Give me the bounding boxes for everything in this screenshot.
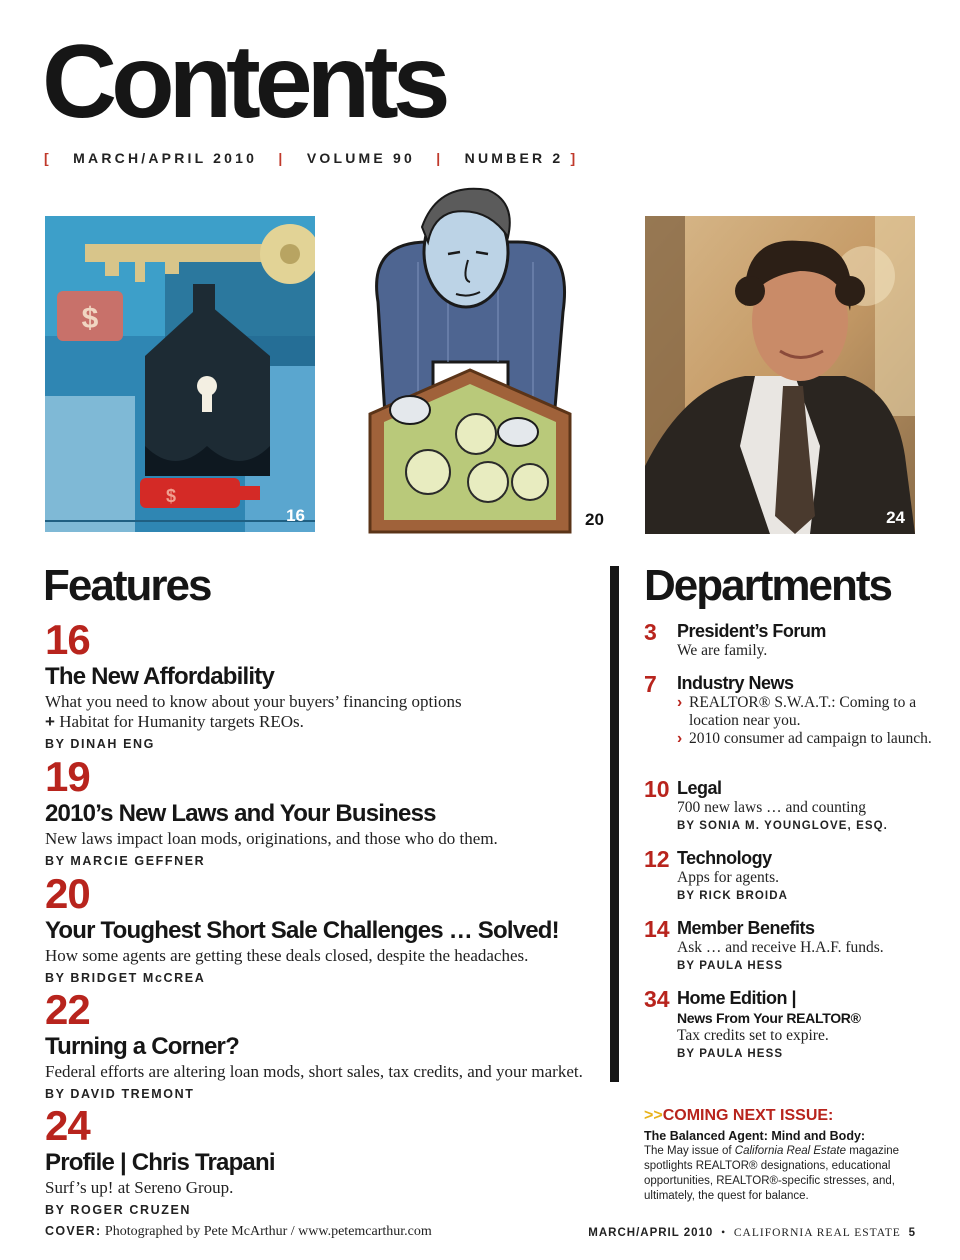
department-byline: BY PAULA HESS	[677, 1048, 784, 1060]
department-description: Apps for agents.	[677, 869, 780, 886]
chevron-right-icon: ›	[677, 730, 683, 747]
feature-page-number: 24	[45, 1102, 90, 1149]
department-byline: BY RICK BROIDA	[677, 890, 789, 902]
department-byline: BY PAULA HESS	[677, 960, 784, 972]
chevron-right-icon: ›	[677, 694, 683, 711]
feature-title[interactable]: 2010’s New Laws and Your Business	[45, 800, 436, 827]
feature-description: New laws impact loan mods, originations, and those who do them.	[45, 829, 498, 848]
svg-text:$: $	[165, 486, 177, 506]
cover-label: COVER:	[45, 1224, 102, 1238]
feature-description: Surf’s up! at Sereno Group.	[45, 1178, 234, 1197]
feature-title[interactable]: Your Toughest Short Sale Challenges … Solved!	[45, 917, 559, 944]
double-chevron-icon: >>	[644, 1107, 663, 1124]
bullet-text: 2010 consumer ad campaign to launch.	[689, 730, 932, 747]
department-description: We are family.	[677, 642, 768, 659]
department-title[interactable]: President’s Forum	[677, 621, 826, 641]
photo-page-number: 16	[286, 506, 305, 525]
department-page-number: 34	[644, 986, 670, 1012]
department-title[interactable]: Technology	[677, 848, 772, 868]
feature-description-extra	[45, 712, 605, 732]
feature-description: How some agents are getting these deals closed, despite the headaches.	[45, 946, 529, 965]
column-divider	[610, 566, 619, 1082]
feature-description-2: Habitat for Humanity targets REOs.	[54, 712, 304, 731]
feature-item[interactable]	[45, 753, 605, 868]
department-item[interactable]	[644, 777, 934, 832]
coming-next-body	[644, 1144, 934, 1204]
man-house-illustration[interactable]	[358, 182, 582, 534]
department-item[interactable]	[644, 672, 934, 748]
department-title[interactable]: Member Benefits	[677, 918, 815, 938]
department-title[interactable]: Home Edition |	[677, 988, 797, 1008]
feature-title[interactable]: Profile | Chris Trapani	[45, 1149, 275, 1176]
department-item[interactable]	[644, 917, 934, 972]
portrait-photo[interactable]	[645, 216, 915, 534]
page-title: Contents	[42, 24, 445, 140]
page-footer	[588, 1227, 916, 1239]
department-description: Tax credits set to expire.	[677, 1027, 829, 1044]
feature-byline: BY ROGER CRUZEN	[45, 1203, 192, 1217]
department-page-number: 10	[644, 776, 670, 802]
feature-description: What you need to know about your buyers’ financing options	[45, 692, 462, 711]
issue-number: NUMBER 2	[464, 150, 564, 166]
feature-page-number: 22	[45, 986, 90, 1033]
plus-sign: +	[45, 712, 55, 731]
department-page-number: 3	[644, 619, 657, 645]
department-page-number: 12	[644, 846, 670, 872]
feature-item[interactable]	[45, 986, 605, 1101]
coming-next-heading	[644, 1107, 934, 1125]
coming-next-text: magazine spotlights REALTOR® designations, educational opportunities, REALTOR®-specific stresses, and, ultimately, the quest for balance.	[644, 1145, 900, 1202]
feature-item[interactable]	[45, 1102, 605, 1217]
bullet-text: REALTOR® S.W.A.T.: Coming to a location near you.	[689, 694, 917, 729]
feature-byline: BY DINAH ENG	[45, 737, 155, 751]
issue-volume: VOLUME 90	[306, 150, 415, 166]
department-byline: BY SONIA M. YOUNGLOVE, ESQ.	[677, 820, 888, 832]
cover-credit	[45, 1224, 432, 1240]
page-number: 5	[908, 1227, 916, 1239]
photo-page-number: 20	[585, 510, 604, 529]
feature-item[interactable]	[45, 616, 605, 751]
department-description: 700 new laws … and counting	[677, 799, 866, 816]
coming-next-label: COMING NEXT ISSUE:	[662, 1107, 834, 1124]
feature-page-number: 19	[45, 753, 90, 800]
footer-bullet: •	[721, 1227, 727, 1239]
department-title[interactable]: Industry News	[677, 673, 794, 693]
cover-credit-text: Photographed by Pete McArthur / www.petemcarthur.com	[101, 1224, 432, 1239]
features-heading: Features	[43, 561, 211, 610]
department-page-number: 14	[644, 916, 670, 942]
feature-byline: BY BRIDGET McCREA	[45, 971, 206, 985]
svg-text:$: $	[81, 302, 99, 335]
feature-title[interactable]: Turning a Corner?	[45, 1033, 239, 1060]
bracket-open: [	[44, 150, 52, 166]
feature-title[interactable]: The New Affordability	[45, 663, 274, 690]
magazine-name: California Real Estate	[734, 1145, 846, 1157]
coming-next-issue	[644, 1107, 934, 1204]
feature-byline: BY DAVID TREMONT	[45, 1087, 195, 1101]
department-subtitle: News From Your REALTOR®	[677, 1010, 861, 1026]
department-page-number: 7	[644, 671, 657, 697]
bracket-close: ]	[570, 150, 579, 166]
key-house-artwork	[45, 216, 315, 532]
department-description: Ask … and receive H.A.F. funds.	[677, 939, 884, 956]
footer-magazine: CALIFORNIA REAL ESTATE	[733, 1227, 901, 1239]
coming-next-text: The May issue of	[644, 1145, 735, 1157]
man-house-artwork	[358, 182, 582, 534]
department-title[interactable]: Legal	[677, 778, 722, 798]
feature-description: Federal efforts are altering loan mods, short sales, tax credits, and your market.	[45, 1062, 583, 1081]
feature-byline: BY MARCIE GEFFNER	[45, 854, 206, 868]
department-item[interactable]	[644, 620, 934, 660]
portrait-artwork	[645, 216, 915, 534]
departments-heading: Departments	[644, 561, 891, 610]
issue-info	[44, 150, 578, 166]
department-item[interactable]	[644, 987, 934, 1060]
news-bullet	[677, 694, 934, 730]
photo-page-number: 24	[886, 508, 905, 527]
separator: |	[278, 150, 286, 166]
feature-page-number: 20	[45, 870, 90, 917]
key-house-illustration[interactable]	[45, 216, 315, 532]
coming-next-subheading: The Balanced Agent: Mind and Body:	[644, 1129, 866, 1143]
separator: |	[436, 150, 444, 166]
department-item[interactable]	[644, 847, 934, 902]
issue-date: MARCH/APRIL 2010	[73, 150, 258, 166]
feature-page-number: 16	[45, 616, 90, 663]
footer-issue: MARCH/APRIL 2010	[588, 1227, 714, 1239]
feature-item[interactable]	[45, 870, 605, 985]
news-bullet	[677, 730, 934, 748]
